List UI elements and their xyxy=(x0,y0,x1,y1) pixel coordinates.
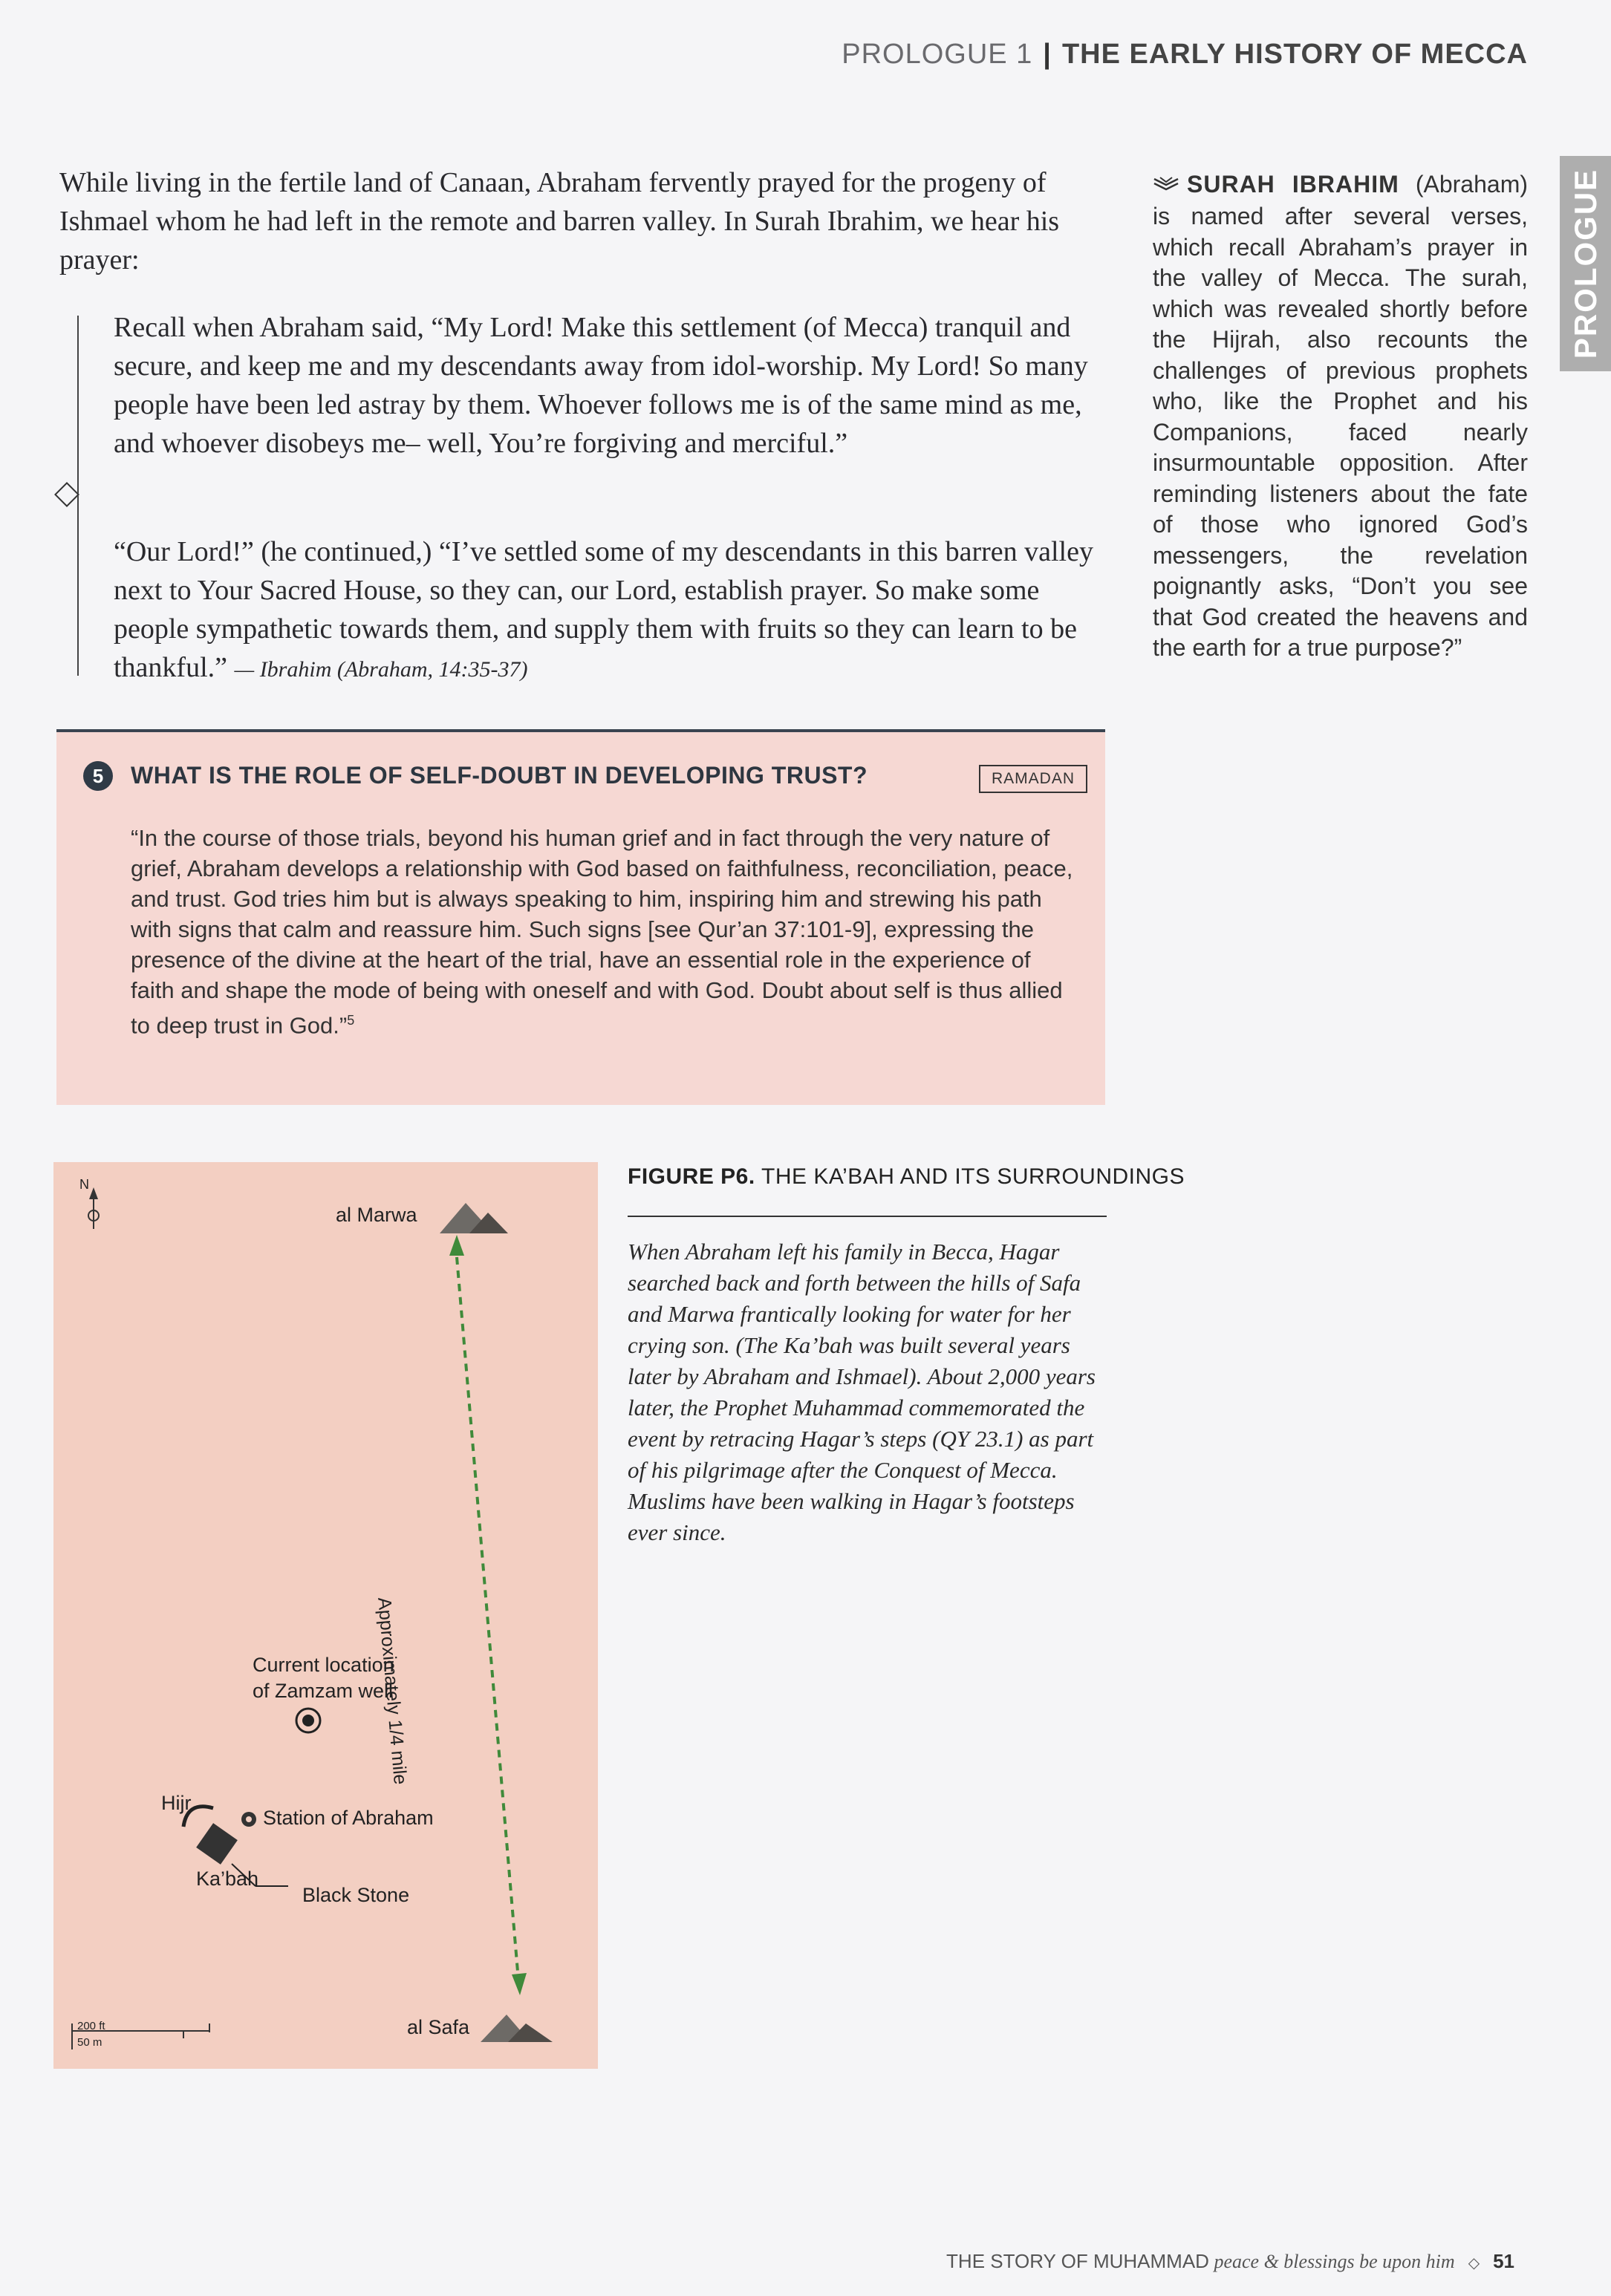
figure-rule xyxy=(628,1216,1107,1217)
question-title: WHAT IS THE ROLE OF SELF-DOUBT IN DEVELOPING TRUST? xyxy=(131,762,868,789)
prologue-side-tab xyxy=(1560,156,1611,371)
intro-paragraph: While living in the fertile land of Canaan, Abraham fervently prayed for the progeny of Ishmael whom he had left in the remote and barren valley. In Surah Ibrahim, we hear his prayer: xyxy=(59,167,1060,275)
running-header xyxy=(842,39,1528,71)
running-header-chapter: THE EARLY HISTORY OF MECCA xyxy=(1061,39,1528,70)
kabah-label: Ka’bah xyxy=(196,1868,259,1890)
arrow-up-icon xyxy=(449,1235,464,1256)
page-footer xyxy=(946,2250,1514,2273)
zamzam-well-icon xyxy=(296,1709,320,1732)
hijr-label: Hijr xyxy=(161,1792,192,1814)
station-of-abraham-icon xyxy=(241,1812,256,1827)
quote-paragraph-1: Recall when Abraham said, “My Lord! Make this settlement (of Mecca) tranquil and secure, and keep me and my descendants away from idol-worship. My Lord! So many people have been led astray by them. Whoever follows me is of the same mind as me, and whoever disobeys me– well, You’re forgiving and merciful.” xyxy=(114,312,1088,459)
quote-citation: — Ibrahim (Abraham, 14:35-37) xyxy=(234,657,528,682)
kabah-map xyxy=(53,1162,598,2069)
footer-diamond-icon: ◇ xyxy=(1468,2255,1480,2271)
marwa-label: al Marwa xyxy=(336,1204,417,1226)
safa-mountain-icon xyxy=(481,2015,553,2042)
arrow-down-icon xyxy=(512,1973,527,1995)
footnote-marker: 5 xyxy=(347,1013,355,1028)
north-label: N xyxy=(79,1177,89,1192)
distance-label: Approximately 1/4 mile xyxy=(374,1597,411,1786)
station-label: Station of Abraham xyxy=(263,1807,434,1829)
surah-sidenote xyxy=(1153,169,1528,664)
footer-book-title: THE STORY OF MUHAMMAD xyxy=(946,2250,1209,2272)
quote-paragraph-2-text: “Our Lord!” (he continued,) “I’ve settled some of my descendants in this barren valley next to Your Sacred House, so they can, our Lord, establish prayer. So make some people sympathetic towards them, and supply them with fruits so they can learn to be thankful.” xyxy=(114,536,1093,683)
zamzam-label-line1: Current location xyxy=(253,1654,394,1676)
north-arrow-icon xyxy=(88,1187,99,1229)
scale-m-label: 50 m xyxy=(77,2036,102,2049)
kabah-icon xyxy=(196,1823,238,1865)
sidenote-title: SURAH IBRAHIM xyxy=(1187,171,1399,198)
black-stone-label: Black Stone xyxy=(302,1884,410,1906)
marwa-mountain-icon xyxy=(440,1203,508,1233)
ramadan-quote xyxy=(131,823,1074,1040)
ramadan-tag: RAMADAN xyxy=(979,765,1087,793)
zamzam-label-line2: of Zamzam well xyxy=(253,1680,394,1702)
open-book-icon xyxy=(1153,171,1179,202)
sidenote-text: is named after several verses, which recall Abraham’s prayer in the valley of Mecca. The surah, which was revealed shortly before the Hijrah, also recounts the challenges of previous prophets who, like the Prophet and his Companions, faced nearly insurmountable opposition. After reminding listeners about the fate of those who ignored God’s messengers, the revelation poignantly asks, “Don’t you see that God created the heavens and the earth for a true purpose?” xyxy=(1153,203,1528,662)
page-number: 51 xyxy=(1493,2250,1514,2272)
sidenote-title-suffix: (Abraham) xyxy=(1399,171,1528,198)
figure-title xyxy=(628,1164,1185,1190)
hagar-path xyxy=(457,1257,518,1972)
diamond-icon xyxy=(54,482,79,507)
figure-label: FIGURE P6. xyxy=(628,1164,755,1189)
safa-label: al Safa xyxy=(407,2016,470,2038)
quote-paragraph-2 xyxy=(114,532,1101,689)
question-number-badge: 5 xyxy=(83,761,113,791)
ramadan-quote-text: “In the course of those trials, beyond his human grief and in fact through the very nature of grief, Abraham develops a relationship with God based on faithfulness, reconciliation, peace, and trust. God tries him but is always speaking to him, inspiring him and strewing his path with signs that calm and reassure him. Such signs [see Qur’an 37:101-9], expressing the presence of the divine at the heart of the trial, have an essential role in the experience of faith and shape the mode of being with oneself and with God. Doubt about self is thus allied to deep trust in God.” xyxy=(131,825,1073,1039)
figure-title-text: THE KA’BAH AND ITS SURROUNDINGS xyxy=(755,1164,1185,1189)
figure-caption: When Abraham left his family in Becca, Hagar searched back and forth between the hills of Safa and Marwa frantically looking for water for her crying son. (The Ka’bah was built several years later by Abraham and Ishmael). About 2,000 years later, the Prophet Muhammad commemorated the event by retracing Hagar’s steps (QY 23.1) as part of his pilgrimage after the Conquest of Mecca. Muslims have been walking in Hagar’s footsteps ever since. xyxy=(628,1239,1096,1545)
running-header-prologue: PROLOGUE 1 xyxy=(842,39,1033,70)
side-tab-label: PROLOGUE xyxy=(1567,168,1603,359)
footer-blessing: peace & blessings be upon him xyxy=(1208,2251,1455,2272)
running-header-separator: | xyxy=(1043,39,1052,70)
scale-ft-label: 200 ft xyxy=(77,2020,105,2032)
map-graphic xyxy=(53,1162,598,2069)
